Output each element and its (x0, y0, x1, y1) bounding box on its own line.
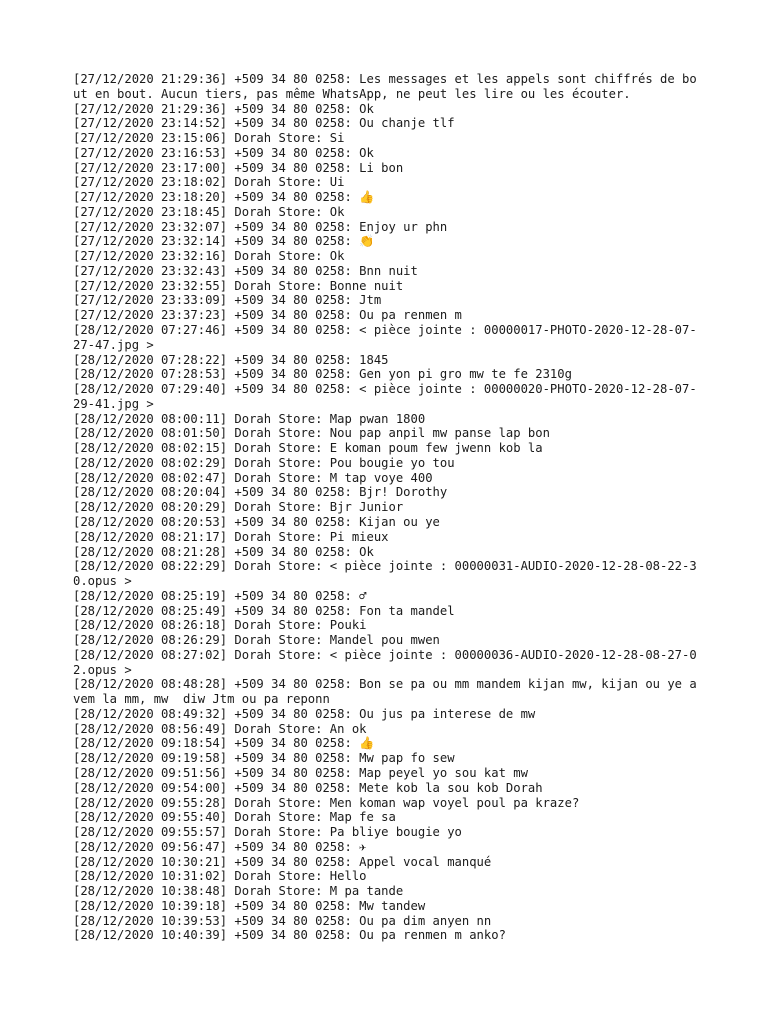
message-line: [28/12/2020 08:02:29] Dorah Store: Pou bougie yo tou (73, 455, 455, 470)
message-line: [27/12/2020 23:16:53] +509 34 80 0258: Ok (73, 145, 374, 160)
message-line: [28/12/2020 08:01:50] Dorah Store: Nou pap anpil mw panse lap bon (73, 426, 550, 441)
message-line: [28/12/2020 09:55:40] Dorah Store: Map fe sa (73, 810, 396, 825)
message-line: [28/12/2020 08:20:29] Dorah Store: Bjr Junior (73, 500, 404, 515)
message-line: [27/12/2020 23:32:16] Dorah Store: Ok (73, 249, 345, 264)
message-line: [28/12/2020 08:25:19] +509 34 80 0258: ♂ (73, 588, 367, 603)
message-line: [28/12/2020 08:26:29] Dorah Store: Mandel pou mwen (73, 633, 440, 648)
message-line: [28/12/2020 08:49:32] +509 34 80 0258: Ou jus pa interese de mw (73, 706, 536, 721)
message-line: [28/12/2020 08:21:17] Dorah Store: Pi mieux (73, 529, 389, 544)
message-line: [27/12/2020 23:14:52] +509 34 80 0258: Ou chanje tlf (73, 116, 455, 131)
message-line: [28/12/2020 08:48:28] +509 34 80 0258: Bon se pa ou mm mandem kijan mw, kijan ou ye avem la mm, mw diw Jtm ou pa reponn (73, 677, 697, 707)
message-line: [27/12/2020 23:33:09] +509 34 80 0258: Jtm (73, 293, 382, 308)
message-line: [28/12/2020 08:02:15] Dorah Store: E koman poum few jwenn kob la (73, 441, 543, 456)
message-line: [28/12/2020 10:31:02] Dorah Store: Hello (73, 869, 367, 884)
message-line: [28/12/2020 10:39:53] +509 34 80 0258: Ou pa dim anyen nn (73, 913, 492, 928)
message-line: [27/12/2020 23:32:55] Dorah Store: Bonne nuit (73, 278, 404, 293)
message-line: [28/12/2020 09:55:28] Dorah Store: Men koman wap voyel poul pa kraze? (73, 795, 580, 810)
message-line: [28/12/2020 08:00:11] Dorah Store: Map pwan 1800 (73, 411, 426, 426)
message-line: [28/12/2020 08:20:53] +509 34 80 0258: Kijan ou ye (73, 514, 440, 529)
message-line: [28/12/2020 09:54:00] +509 34 80 0258: Mete kob la sou kob Dorah (73, 780, 543, 795)
message-line: [28/12/2020 07:29:40] +509 34 80 0258: < pièce jointe : 00000020-PHOTO-2020-12-28-07-29-41.jpg > (73, 382, 697, 411)
chat-transcript (73, 72, 699, 943)
message-line: [28/12/2020 08:25:49] +509 34 80 0258: Fon ta mandel (73, 603, 455, 618)
message-line: [27/12/2020 23:18:45] Dorah Store: Ok (73, 204, 345, 219)
message-line: [28/12/2020 10:30:21] +509 34 80 0258: Appel vocal manqué (73, 854, 492, 869)
message-line: [28/12/2020 09:56:47] +509 34 80 0258: ✈ (73, 839, 367, 854)
message-line: [27/12/2020 23:18:20] +509 34 80 0258: 👍 (73, 190, 375, 205)
message-line: [28/12/2020 08:22:29] Dorah Store: < pièce jointe : 00000031-AUDIO-2020-12-28-08-22-30.opus > (73, 559, 697, 589)
message-line: [27/12/2020 23:18:02] Dorah Store: Ui (73, 175, 345, 190)
message-line: [28/12/2020 08:21:28] +509 34 80 0258: Ok (73, 544, 374, 559)
message-line: [28/12/2020 08:02:47] Dorah Store: M tap voye 400 (73, 470, 433, 485)
message-line: [28/12/2020 08:26:18] Dorah Store: Pouki (73, 618, 367, 633)
message-line: [27/12/2020 23:32:07] +509 34 80 0258: Enjoy ur phn (73, 219, 448, 234)
message-line: [28/12/2020 09:51:56] +509 34 80 0258: Map peyel yo sou kat mw (73, 765, 528, 780)
message-line: [27/12/2020 21:29:36] +509 34 80 0258: Ok (73, 101, 374, 116)
message-line: [28/12/2020 07:27:46] +509 34 80 0258: < pièce jointe : 00000017-PHOTO-2020-12-28-07-27-47.jpg > (73, 323, 697, 352)
message-line: [28/12/2020 10:39:18] +509 34 80 0258: Mw tandew (73, 898, 426, 913)
message-line: [28/12/2020 08:27:02] Dorah Store: < pièce jointe : 00000036-AUDIO-2020-12-28-08-27-02.opus > (73, 647, 697, 677)
message-line: [28/12/2020 08:56:49] Dorah Store: An ok (73, 721, 367, 736)
message-line: [27/12/2020 23:32:14] +509 34 80 0258: 👏 (73, 234, 375, 249)
message-line: [28/12/2020 09:18:54] +509 34 80 0258: 👍 (73, 736, 375, 751)
message-line: [27/12/2020 23:15:06] Dorah Store: Si (73, 131, 345, 146)
message-line: [27/12/2020 21:29:36] +509 34 80 0258: Les messages et les appels sont chiffrés de bout en bout. Aucun tiers, pas même WhatsApp, ne peut les lire ou les écouter. (73, 72, 697, 101)
message-line: [28/12/2020 10:40:39] +509 34 80 0258: Ou pa renmen m anko? (73, 928, 506, 943)
message-line: [27/12/2020 23:17:00] +509 34 80 0258: Li bon (73, 160, 404, 175)
message-line: [28/12/2020 07:28:22] +509 34 80 0258: 1845 (73, 352, 389, 367)
message-line: [27/12/2020 23:37:23] +509 34 80 0258: Ou pa renmen m (73, 308, 462, 323)
message-line: [28/12/2020 09:55:57] Dorah Store: Pa bliye bougie yo (73, 825, 462, 840)
message-line: [28/12/2020 10:38:48] Dorah Store: M pa tande (73, 884, 404, 899)
message-line: [28/12/2020 07:28:53] +509 34 80 0258: Gen yon pi gro mw te fe 2310g (73, 367, 572, 382)
message-line: [28/12/2020 08:20:04] +509 34 80 0258: Bjr! Dorothy (73, 485, 448, 500)
message-line: [28/12/2020 09:19:58] +509 34 80 0258: Mw pap fo sew (73, 751, 455, 766)
message-line: [27/12/2020 23:32:43] +509 34 80 0258: Bnn nuit (73, 263, 418, 278)
